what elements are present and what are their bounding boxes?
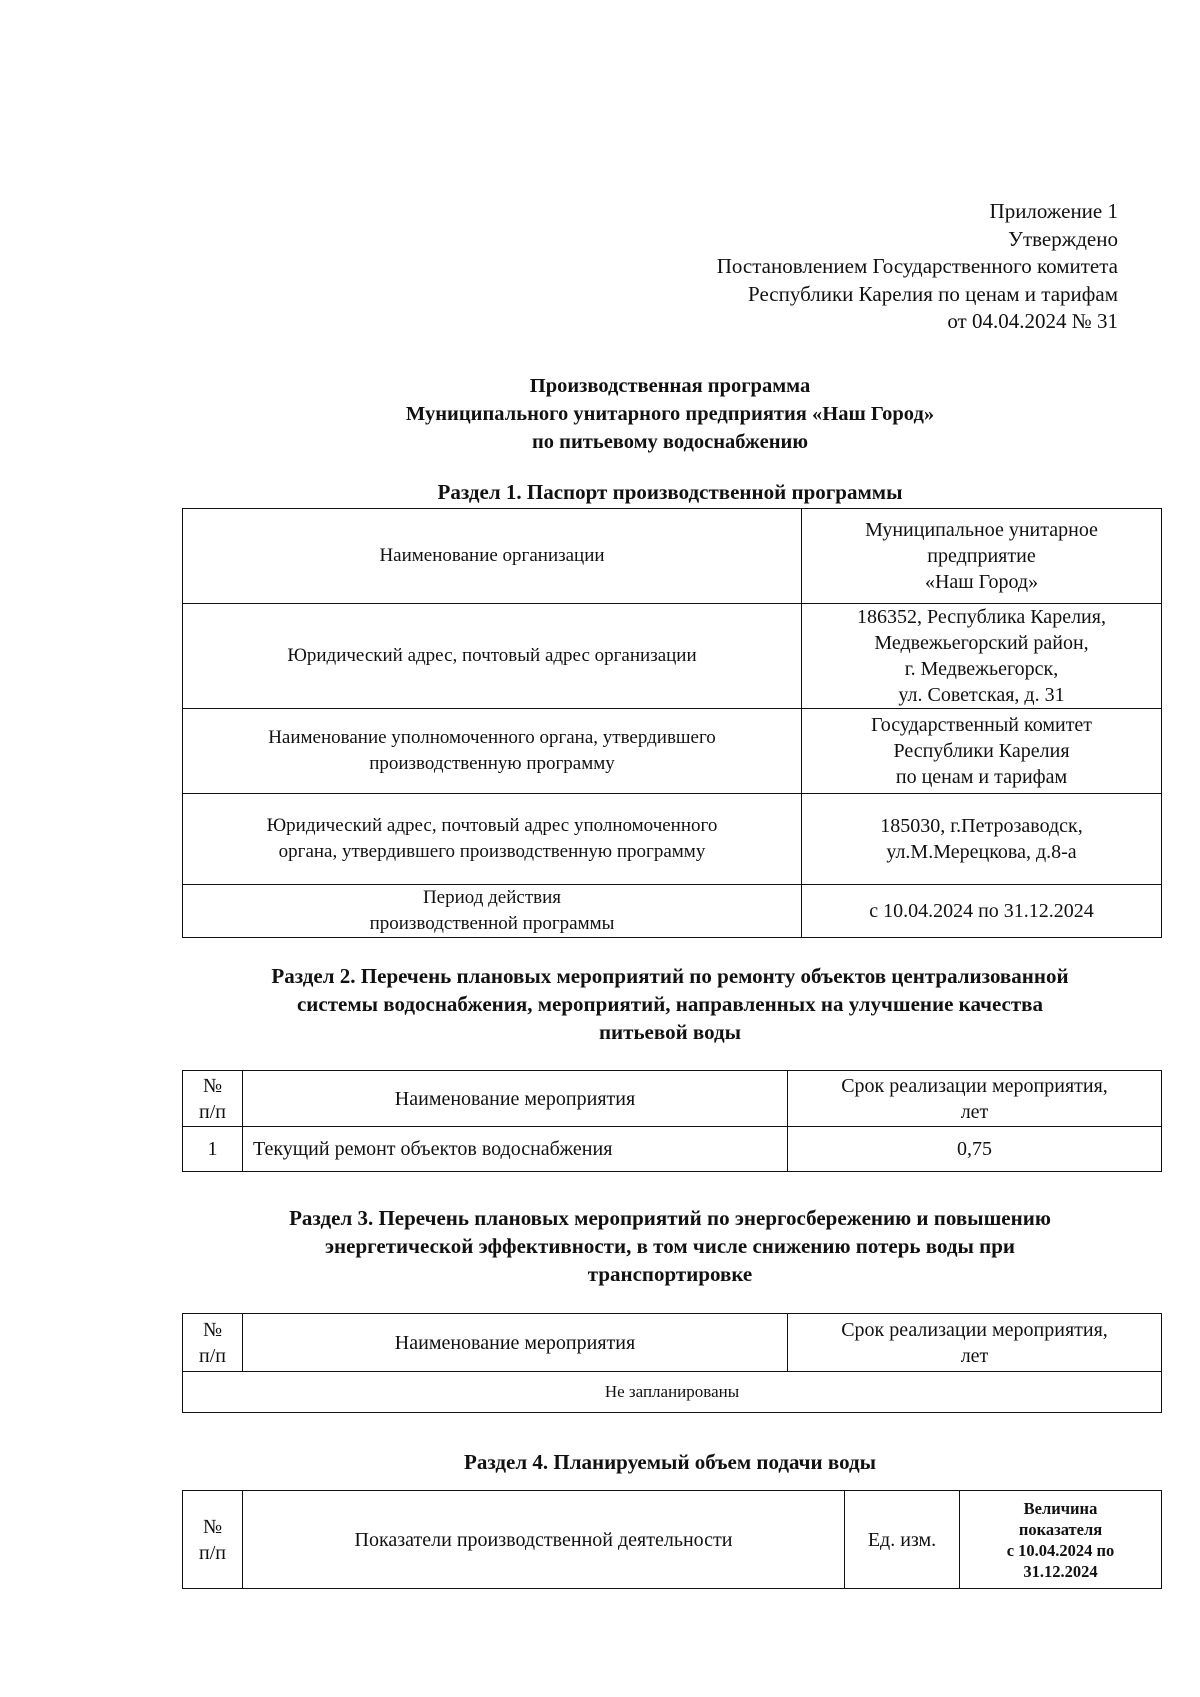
row-name: Текущий ремонт объектов водоснабжения xyxy=(243,1127,788,1172)
header-term: Срок реализации мероприятия, лет xyxy=(788,1071,1162,1127)
approval-line: Республики Карелия по ценам и тарифам xyxy=(748,281,1118,306)
passport-value: 185030, г.Петрозаводск, ул.М.Мерецкова, д.8-а xyxy=(802,794,1162,885)
table-row xyxy=(183,885,1162,938)
program-title xyxy=(180,372,1160,456)
approval-line: от 04.04.2024 № 31 xyxy=(947,309,1118,333)
header-indicators: Показатели производственной деятельности xyxy=(243,1491,845,1589)
table-header-row xyxy=(183,1491,1162,1589)
energy-measures-table xyxy=(182,1313,1162,1413)
table-row xyxy=(183,709,1162,794)
header-term: Срок реализации мероприятия, лет xyxy=(788,1314,1162,1372)
repair-measures-table xyxy=(182,1070,1162,1172)
passport-value: с 10.04.2024 по 31.12.2024 xyxy=(802,885,1162,938)
row-term: 0,75 xyxy=(788,1127,1162,1172)
title-line: по питьевому водоснабжению xyxy=(531,431,809,453)
approval-line: Постановлением Государственного комитета xyxy=(716,254,1118,278)
row-num: 1 xyxy=(183,1127,243,1172)
table-header-row xyxy=(183,1071,1162,1127)
approval-stamp xyxy=(717,198,1118,336)
passport-table xyxy=(182,508,1162,938)
passport-label: Юридический адрес, почтовый адрес уполномоченного органа, утвердившего производственную программу xyxy=(183,794,802,885)
passport-value: 186352, Республика Карелия, Медвежьегорский район, г. Медвежьегорск, ул. Советская, д. 31 xyxy=(802,604,1162,709)
table-row xyxy=(183,1372,1162,1413)
header-name: Наименование мероприятия xyxy=(243,1314,788,1372)
passport-value: Государственный комитет Республики Карелия по ценам и тарифам xyxy=(802,709,1162,794)
header-value: Величина показателя с 10.04.2024 по 31.12.2024 xyxy=(960,1491,1162,1589)
table-row xyxy=(183,604,1162,709)
table-row xyxy=(183,794,1162,885)
passport-label: Юридический адрес, почтовый адрес организации xyxy=(183,604,802,709)
header-num: № п/п xyxy=(183,1314,243,1372)
section1-title: Раздел 1. Паспорт производственной программы xyxy=(437,480,903,504)
header-unit: Ед. изм. xyxy=(845,1491,960,1589)
title-line: Производственная программа xyxy=(529,375,811,397)
empty-note: Не запланированы xyxy=(183,1372,1162,1413)
section4-title: Раздел 4. Планируемый объем подачи воды xyxy=(464,1450,876,1474)
approval-line: Утверждено xyxy=(1008,226,1118,251)
header-num: № п/п xyxy=(183,1491,243,1589)
passport-value: Муниципальное унитарное предприятие «Наш Город» xyxy=(802,509,1162,604)
passport-label: Период действия производственной программы xyxy=(183,885,802,938)
table-row xyxy=(183,509,1162,604)
passport-label: Наименование организации xyxy=(183,509,802,604)
approval-line: Приложение 1 xyxy=(989,199,1118,223)
header-name: Наименование мероприятия xyxy=(243,1071,788,1127)
water-supply-table xyxy=(182,1490,1162,1589)
table-row xyxy=(183,1127,1162,1172)
title-line: Муниципального унитарного предприятия «Наш Город» xyxy=(405,403,935,425)
header-num: № п/п xyxy=(183,1071,243,1127)
section3-title: Раздел 3. Перечень плановых мероприятий по энергосбережению и повышению энергетической эффективности, в том числе снижению потерь воды при транспортировке xyxy=(289,1206,1051,1286)
passport-label: Наименование уполномоченного органа, утвердившего производственную программу xyxy=(183,709,802,794)
table-header-row xyxy=(183,1314,1162,1372)
section2-title: Раздел 2. Перечень плановых мероприятий по ремонту объектов централизованной системы водоснабжения, мероприятий, направленных на улучшение качества питьевой воды xyxy=(271,964,1069,1044)
